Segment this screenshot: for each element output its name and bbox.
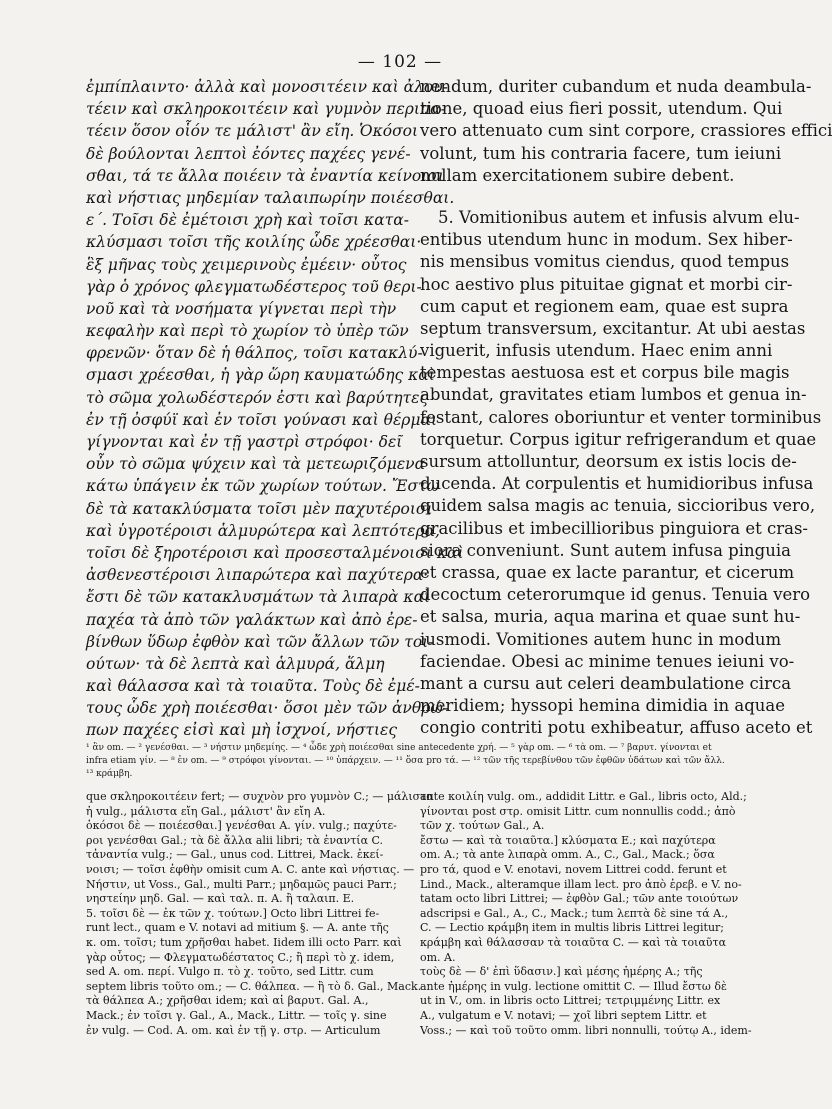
critical-apparatus-left bbox=[86, 790, 434, 1038]
latin-text-line: decoctum ceterorumque id genus. Tenuia vero bbox=[420, 585, 811, 605]
greek-text-line: δὲ βούλονται λεπτοὶ ἐόντες παχέες γενέ- bbox=[86, 144, 411, 163]
latin-text-line: gracilibus et imbecillioribus pinguiora et cras- bbox=[420, 518, 808, 538]
critical-note-line: A., vulgatum e V. notavi; — χοῖ libri septem Littr. et bbox=[420, 1008, 707, 1022]
critical-note-line: septem libris τοῦτο om.; — C. θάλπεα. — ἢ τὸ δ. Gal., Mack. bbox=[86, 979, 422, 993]
critical-note-line: Νήστιν, ut Voss., Gal., multi Parr.; μηδαμῶς pauci Parr.; bbox=[86, 877, 397, 891]
critical-note-line: τἀναντία vulg.; — Gal., unus cod. Littrei, Mack. ἐκεί- bbox=[86, 848, 384, 862]
critical-note-line: Mack.; ἐν τοῖσι γ. Gal., A., Mack., Littr. — τοῖς γ. sine bbox=[86, 1008, 387, 1022]
critical-note-line: ἐν vulg. — Cod. A. om. καὶ ἐν τῇ γ. στρ. — Articulum bbox=[86, 1023, 381, 1037]
greek-text-line: τους ὧδε χρὴ ποιέεσθαι· ὅσοι μὲν τῶν ἀνθρώ- bbox=[86, 699, 449, 718]
greek-text-line: οὖν τὸ σῶμα ψύχειν καὶ τὰ μετεωριζόμενα bbox=[86, 455, 426, 474]
greek-text-line: παχέα τὰ ἀπὸ τῶν γαλάκτων καὶ ἀπὸ ἐρε- bbox=[86, 610, 418, 629]
latin-text-line: hoc aestivo plus pituitae gignat et morbi cir- bbox=[420, 274, 793, 294]
footnotes bbox=[86, 742, 764, 781]
critical-note-line: νηστείην μηδ. Gal. — καὶ ταλ. π. A. ἢ ταλαιπ. E. bbox=[86, 892, 355, 906]
critical-note-line: ante κοιλίη vulg. om., addidit Littr. e Gal., libris octo, Ald.; bbox=[420, 790, 747, 803]
greek-text-line: ἐν τῇ ὀσφύϊ καὶ ἐν τοῖσι γούνασι καὶ θέρμαι bbox=[86, 410, 438, 429]
greek-text-line: φρενῶν· ὅταν δὲ ἡ θάλπος, τοῖσι κατακλύ- bbox=[86, 344, 423, 363]
latin-paragraph-2 bbox=[420, 207, 822, 740]
latin-text-line: cum caput et regionem eam, quae est supra bbox=[420, 296, 789, 316]
greek-text-line: κλύσμασι τοῖσι τῆς κοιλίης ὧδε χρέεσθαι· bbox=[86, 233, 422, 252]
latin-text-line: entibus utendum hunc in modum. Sex hiber- bbox=[420, 230, 793, 250]
critical-note-line: ut in V., om. in libris octo Littrei; τετριμμένης Littr. ex bbox=[420, 994, 721, 1008]
footnote-line: ¹ ἂν om. — ² γενέσθαι. — ³ νήστιν μηδεμίης. — ⁴ ὧδε χρὴ ποιέεσθαι sine antecedente χρή. — ⁵ γὰρ om. — ⁶ τὰ om. — ⁷ βαρυτ. γίνονται et bbox=[86, 743, 712, 753]
latin-text-line: 5. Vomitionibus autem et infusis alvum elu- bbox=[438, 207, 800, 227]
critical-note-line: ante ἡμέρης in vulg. lectione omittit C. — Illud ἔστω δὲ bbox=[420, 979, 727, 993]
latin-text-line: volunt, tum his contraria facere, tum ieiuni bbox=[420, 143, 782, 163]
greek-text-line: κάτω ὑπάγειν ἐκ τῶν χωρίων τούτων. Ἔστω bbox=[86, 477, 440, 496]
greek-text-line: νοῦ καὶ τὰ νοσήματα γίγνεται περὶ τὴν bbox=[86, 299, 397, 318]
latin-text-line: abundat, gravitates etiam lumbos et genua in- bbox=[420, 385, 807, 405]
greek-text-line: δὲ τὰ κατακλύσματα τοῖσι μὲν παχυτέροισι bbox=[86, 499, 433, 518]
critical-note-line: τὰ θάλπεα A.; χρῆσθαι idem; καὶ αἱ βαρυτ. Gal. A., bbox=[86, 994, 369, 1008]
latin-text-line: iusmodi. Vomitiones autem hunc in modum bbox=[420, 629, 782, 649]
footnote-line: infra etiam γίν. — ⁸ ἐν om. — ⁹ στρόφοι γίνονται. — ¹⁰ ὑπάρχειν. — ¹¹ ὅσα pro τά. — ¹² τῶν τῆς τερεβίνθου τῶν ἐφθῶν ὑδάτων καὶ τῶν ἄλλ. bbox=[86, 756, 725, 766]
greek-text-line: σμασι χρέεσθαι, ἡ γὰρ ὥρη καυματώδης καὶ bbox=[86, 366, 435, 385]
greek-text-line: τὸ σῶμα χολωδέστερόν ἐστι καὶ βαρύτητες bbox=[86, 388, 429, 407]
latin-text-line: nis mensibus vomitus ciendus, quod tempus bbox=[420, 252, 790, 272]
critical-note-line: ὁκόσοι δὲ — ποιέεσθαι.] γενέσθαι A. γίν. vulg.; παχύτε- bbox=[86, 819, 397, 833]
latin-text-line: congio contriti potu exhibeatur, affuso aceto et bbox=[420, 718, 813, 738]
critical-apparatus-right bbox=[420, 790, 764, 1038]
greek-text-line: ἔστι δὲ τῶν κατακλυσμάτων τὰ λιπαρὰ καὶ bbox=[86, 588, 431, 607]
critical-note-line: runt lect., quam e V. notavi ad mitium §. — A. ante τῆς bbox=[86, 921, 389, 935]
greek-text-line: καὶ θάλασσα καὶ τὰ τοιαῦτα. Τοὺς δὲ ἐμέ- bbox=[86, 677, 420, 696]
critical-note-line: τῶν χ. τούτων Gal., A. bbox=[420, 819, 545, 833]
latin-text-line: torquetur. Corpus igitur refrigerandum et quae bbox=[420, 429, 817, 449]
critical-note-line: adscripsi e Gal., A., C., Mack.; tum λεπτὰ δὲ sine τά A., bbox=[420, 906, 729, 920]
latin-text-line: faciendae. Obesi ac minime tenues ieiuni vo- bbox=[420, 651, 795, 671]
greek-text-line: πων παχέες εἰσὶ καὶ μὴ ἰσχνοί, νήστιες bbox=[86, 721, 398, 740]
greek-text-column bbox=[86, 76, 464, 742]
latin-text-line: quidem salsa magis ac tenuia, siccioribus vero, bbox=[420, 496, 816, 516]
latin-text-line: meridiem; hyssopi hemina dimidia in aquae bbox=[420, 696, 786, 716]
greek-text-line: σθαι, τά τε ἄλλα ποιέειν τὰ ἐναντία κείνοισι bbox=[86, 166, 444, 185]
critical-note-line: sed A. om. περί. Vulgo π. τὸ χ. τοῦτο, sed Littr. cum bbox=[86, 965, 374, 979]
critical-note-line: κράμβη καὶ θάλασσαν τὰ τοιαῦτα C. — καὶ τὰ τοιαῦτα bbox=[420, 935, 727, 949]
critical-note-line: νοισι; — τοῖσι ἐφθὴν omisit cum A. C. ante καὶ νήστιας. — bbox=[86, 862, 415, 876]
greek-text-line: βίνθων ὕδωρ ἐφθὸν καὶ τῶν ἄλλων τῶν τοι- bbox=[86, 632, 434, 651]
greek-text-line: γὰρ ὁ χρόνος φλεγματωδέστερος τοῦ θερι- bbox=[86, 277, 422, 296]
latin-text-line: festant, calores oboriuntur et venter torminibus bbox=[420, 407, 822, 427]
greek-text-line: κεφαλὴν καὶ περὶ τὸ χωρίον τὸ ὑπὲρ τῶν bbox=[86, 322, 409, 341]
critical-note-line: κ. om. τοῖσι; tum χρῆσθαι habet. Iidem illi octo Parr. καὶ bbox=[86, 935, 402, 949]
latin-text-line: et crassa, quae ex lacte parantur, et cicerum bbox=[420, 562, 795, 582]
greek-text-line: ούτων· τὰ δὲ λεπτὰ καὶ ἁλμυρά, ἅλμη bbox=[86, 654, 385, 673]
critical-note-line: ροι γενέσθαι Gal.; τὰ δὲ ἄλλα alii libri; τὰ ἐναντία C. bbox=[86, 833, 384, 847]
paragraph-gap bbox=[420, 187, 764, 207]
critical-note-line: Voss.; — καὶ τοῦ τοῦτο omm. libri nonnulli, τούτῳ A., idem- bbox=[420, 1023, 752, 1037]
critical-note-line: ἡ vulg., μάλιστα εἴη Gal., μάλιστ' ἂν εἴη A. bbox=[86, 804, 326, 818]
latin-text-line: siora conveniunt. Sunt autem infusa pinguia bbox=[420, 540, 791, 560]
greek-text-line: καὶ νήστιας μηδεμίαν ταλαιπωρίην ποιέεσθαι. bbox=[86, 188, 455, 207]
latin-text-line: nullam exercitationem subire debent. bbox=[420, 165, 735, 185]
critical-note-line: ἔστω — καὶ τὰ τοιαῦτα.] κλύσματα E.; καὶ παχύτερα bbox=[420, 833, 716, 847]
latin-paragraph-1 bbox=[420, 76, 832, 187]
critical-note-line: Lind., Mack., alteramque illam lect. pro ἀπὸ ἐρεβ. e V. no- bbox=[420, 877, 742, 891]
critical-note-line: que σκληροκοιτέειν fert; — συχνὸν pro γυμνὸν C.; — μάλιστα bbox=[86, 790, 434, 803]
greek-text-line: καὶ ὑγροτέροισι ἁλμυρώτερα καὶ λεπτότερα, bbox=[86, 521, 440, 540]
critical-note-line: tatam octo libri Littrei; — ἐφθὸν Gal.; τῶν ante τοιούτων bbox=[420, 892, 739, 906]
critical-note-line: γὰρ οὗτος; — Φλεγματωδέστατος C.; ἢ περὶ τὸ χ. idem, bbox=[86, 950, 395, 964]
critical-note-line: om. A. bbox=[420, 950, 456, 964]
latin-text-line: septum transversum, excitantur. At ubi aestas bbox=[420, 318, 806, 338]
greek-text-line: τέειν καὶ σκληροκοιτέειν καὶ γυμνὸν περιπα- bbox=[86, 100, 446, 119]
latin-text-line: ducenda. At corpulentis et humidioribus infusa bbox=[420, 474, 814, 494]
page-number: — 102 — bbox=[357, 52, 443, 72]
greek-text-line: ἐμπίπλαιντο· ἀλλὰ καὶ μονοσιτέειν καὶ ἀλου- bbox=[86, 78, 448, 96]
latin-text-line: mant a cursu aut celeri deambulatione circa bbox=[420, 673, 792, 693]
latin-text-line: et salsa, muria, aqua marina et quae sunt hu- bbox=[420, 607, 801, 627]
critical-note-line: τοὺς δὲ — δ' ἐπὶ ὕδασιν.] καὶ μέσης ἡμέρης A.; τῆς bbox=[420, 965, 703, 979]
latin-text-line: tempestas aestuosa est et corpus bile magis bbox=[420, 363, 790, 383]
latin-text-line: vero attenuato cum sint corpore, crassiores effici bbox=[420, 121, 832, 141]
critical-note-line: om. A.; τὰ ante λιπαρὰ omm. A., C., Gal., Mack.; ὅσα bbox=[420, 848, 715, 862]
critical-note-line: C. — Lectio κράμβη item in multis libris Littrei legitur; bbox=[420, 921, 724, 935]
critical-note-line: 5. τοῖσι δὲ — ἐκ τῶν χ. τούτων.] Octo libri Littrei fe- bbox=[86, 906, 380, 920]
greek-text-line: ε΄. Τοῖσι δὲ ἐμέτοισι χρὴ καὶ τοῖσι κατα- bbox=[86, 211, 409, 230]
greek-text-line: γίγνονται καὶ ἐν τῇ γαστρὶ στρόφοι· δεῖ bbox=[86, 433, 403, 451]
greek-text-line: τέειν ὅσον οἷόν τε μάλιστ' ἂν εἴη. Ὁκόσοι bbox=[86, 122, 419, 141]
footnote-line: ¹³ κράμβη. bbox=[86, 769, 133, 779]
critical-note-line: pro τά, quod e V. enotavi, novem Littrei codd. ferunt et bbox=[420, 862, 727, 876]
latin-text-line: viguerit, infusis utendum. Haec enim anni bbox=[420, 341, 773, 361]
latin-text-line: tione, quoad eius fieri possit, utendum. Qui bbox=[420, 99, 783, 119]
latin-text-line: nendum, duriter cubandum et nuda deambula- bbox=[420, 77, 812, 96]
greek-text-line: ἓξ μῆνας τοὺς χειμερινοὺς ἐμέειν· οὗτος bbox=[86, 255, 407, 274]
critical-note-line: γίνονται post στρ. omisit Littr. cum nonnullis codd.; ἀπὸ bbox=[420, 804, 736, 818]
latin-text-column bbox=[420, 76, 832, 739]
greek-text-line: τοῖσι δὲ ξηροτέροισι καὶ προσεσταλμένοισι καὶ bbox=[86, 543, 464, 562]
greek-text-line: ἀσθενεστέροισι λιπαρώτερα καὶ παχύτερα· bbox=[86, 566, 429, 585]
latin-text-line: sursum attolluntur, deorsum ex istis locis de- bbox=[420, 452, 797, 471]
